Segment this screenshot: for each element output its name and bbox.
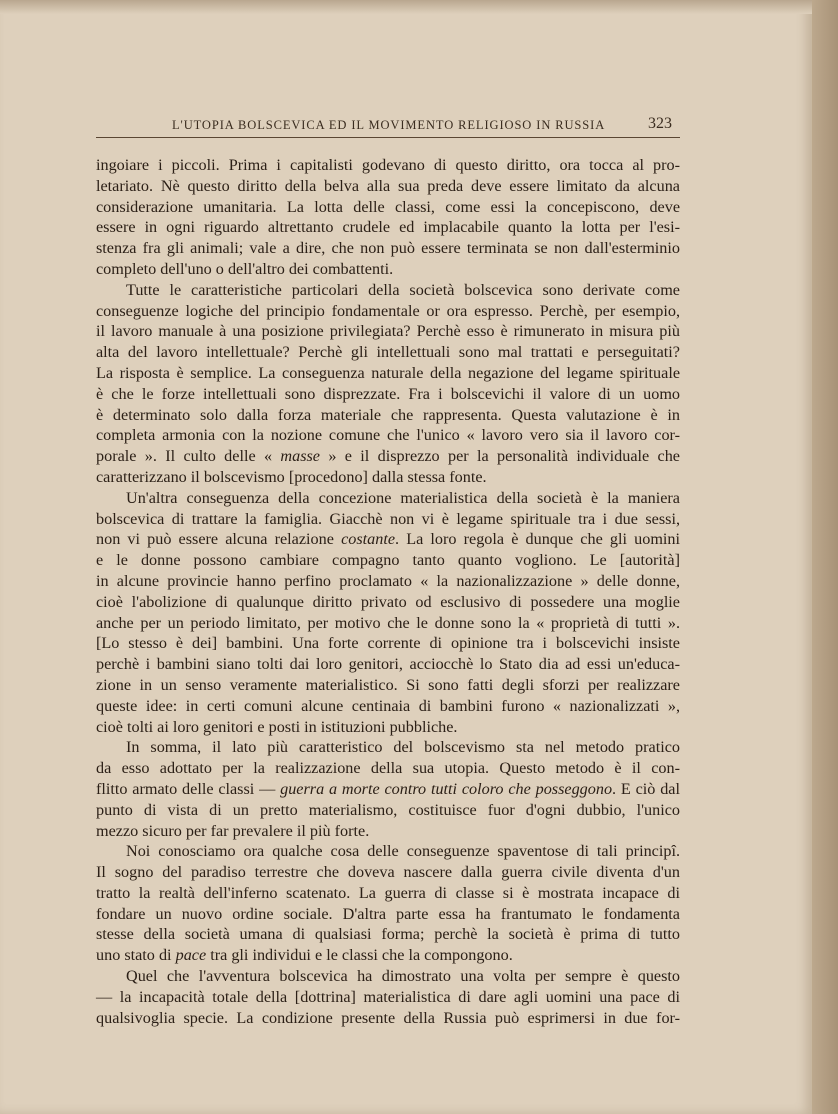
page-number: 323 <box>648 115 672 132</box>
text-line: perchè i bambini siano tolti dai loro genitori, acciocchè lo Stato dia ad essi un'educa- <box>96 655 680 674</box>
text-line: zione in un senso veramente materialistico. Si sono fatti degli sforzi per realizzare <box>96 675 680 694</box>
text-line: cioè l'abolizione di qualunque diritto privato od esclusivo di possedere una moglie <box>96 592 680 611</box>
text-line: Quel che l'avventura bolscevica ha dimostrato una volta per sempre è questo <box>126 967 680 986</box>
italic-text: costante <box>341 530 396 549</box>
italic-text: masse <box>280 447 320 466</box>
adjacent-page-edge <box>812 0 838 1114</box>
text-line: — la incapacità totale della [dottrina] materialistica di dare agli uomini una pace di <box>96 987 680 1006</box>
text-line: punto di vista di un pretto materialismo, costituisce fuor d'ogni dubbio, l'unico <box>96 800 680 819</box>
text-line: in alcune provincie hanno perfino proclamato « la nazionalizzazione » delle donne, <box>96 571 680 590</box>
text-line: è determinato solo dalla forza materiale che rappresenta. Questa valutazione è in <box>96 405 680 424</box>
text-line: mezzo sicuro per far prevalere il più forte. <box>96 821 370 840</box>
text-line: stenza fra gli animali; vale a dire, che non può essere terminata se non dall'esterminio <box>96 239 680 258</box>
text-line: stesse della società umana di qualsiasi forma; perchè la società è prima di tutto <box>96 925 680 944</box>
text-line: tratto la realtà dell'inferno scatenato. La guerra di classe si è mostrata incapace di <box>96 883 680 902</box>
text-line: Tutte le caratteristiche particolari della società bolscevica sono derivate come <box>126 280 680 299</box>
text-line: La risposta è semplice. La conseguenza naturale della negazione del legame spirituale <box>96 363 680 382</box>
text-line: Un'altra conseguenza della concezione materialistica della società è la maniera <box>126 488 680 507</box>
header-rule <box>96 137 680 138</box>
text-line: Il sogno del paradiso terrestre che doveva nascere dalla guerra civile diventa d'un <box>96 863 680 882</box>
text-line: [Lo stesso è dei] bambini. Una forte corrente di opinione tra i bolscevichi insiste <box>96 634 680 653</box>
text-line: queste idee: in certi comuni alcune centinaia di bambini furono « nazionalizzati », <box>96 696 680 715</box>
text-line: completa armonia con la nozione comune che l'unico « lavoro vero sia il lavoro cor- <box>96 426 680 445</box>
text-line: porale ». Il culto delle « masse » e il disprezzo per la personalità individuale che <box>96 447 680 466</box>
text-line: In somma, il lato più caratteristico del bolscevismo sta nel metodo pratico <box>126 738 680 757</box>
text-line: il lavoro manuale à una posizione privilegiata? Perchè esso è rimunerato in misura più <box>96 322 680 341</box>
running-head: L'UTOPIA BOLSCEVICA ED IL MOVIMENTO RELIGIOSO IN RUSSIA <box>172 118 606 132</box>
italic-text: pace <box>175 946 207 965</box>
text-line: essere in ogni riguardo altrettanto crudele ed implacabile quanto la lotta per l'esi- <box>96 218 680 237</box>
text-line: conseguenze logiche del principio fondamentale or ora espresso. Perchè, per esempio, <box>96 301 680 320</box>
text-line: da esso adottato per la realizzazione della sua utopia. Questo metodo è il con- <box>96 759 680 778</box>
text-line: e le donne possono cambiare compagno tanto quanto vogliono. Le [autorità] <box>96 551 680 570</box>
text-line: fondare un nuovo ordine sociale. D'altra parte essa ha frantumato le fondamenta <box>96 904 680 923</box>
text-line: considerazione umanitaria. La lotta delle classi, come essi la concepiscono, deve <box>96 197 680 216</box>
text-line: ingoiare i piccoli. Prima i capitalisti godevano di questo diritto, ora tocca al pro- <box>96 156 680 174</box>
text-line: non vi può essere alcuna relazione costante. La loro regola è dunque che gli uomini <box>96 530 680 549</box>
body-text <box>96 155 680 1028</box>
page-top-edge <box>0 0 812 14</box>
text-line: completo dell'uno o dell'altro dei combattenti. <box>96 259 394 278</box>
text-line: flitto armato delle classi — guerra a morte contro tutti coloro che posseggono. E ciò dal <box>96 779 680 798</box>
text-line: alta del lavoro intellettuale? Perchè gli intellettuali sono mal trattati e perseguitati? <box>96 343 680 362</box>
text-line: letariato. Nè questo diritto della belva alla sua preda deve essere limitato da alcuna <box>96 176 680 195</box>
text-line: è che le forze intellettuali sono disprezzate. Fra i bolscevichi il valore di un uomo <box>96 384 680 403</box>
text-line: cioè tolti ai loro genitori e posti in istituzioni pubbliche. <box>96 717 458 736</box>
text-line: anche per un periodo limitato, per motivo che le donne sono la « proprietà di tutti ». <box>96 613 680 632</box>
text-line: qualsivoglia specie. La condizione presente della Russia può esprimersi in due for- <box>96 1008 680 1027</box>
text-line: Noi conosciamo ora qualche cosa delle conseguenze spaventose di tali principî. <box>126 842 680 861</box>
text-line: uno stato di pace tra gli individui e le classi che la compongono. <box>96 946 513 965</box>
text-line: caratterizzano il bolscevismo [procedono] dalla stessa fonte. <box>96 467 487 486</box>
text-line: bolscevica di trattare la famiglia. Giacchè non vi è legame spirituale tra i due sessi, <box>96 509 680 528</box>
italic-text: guerra a morte contro tutti coloro che posseggono <box>280 779 613 798</box>
